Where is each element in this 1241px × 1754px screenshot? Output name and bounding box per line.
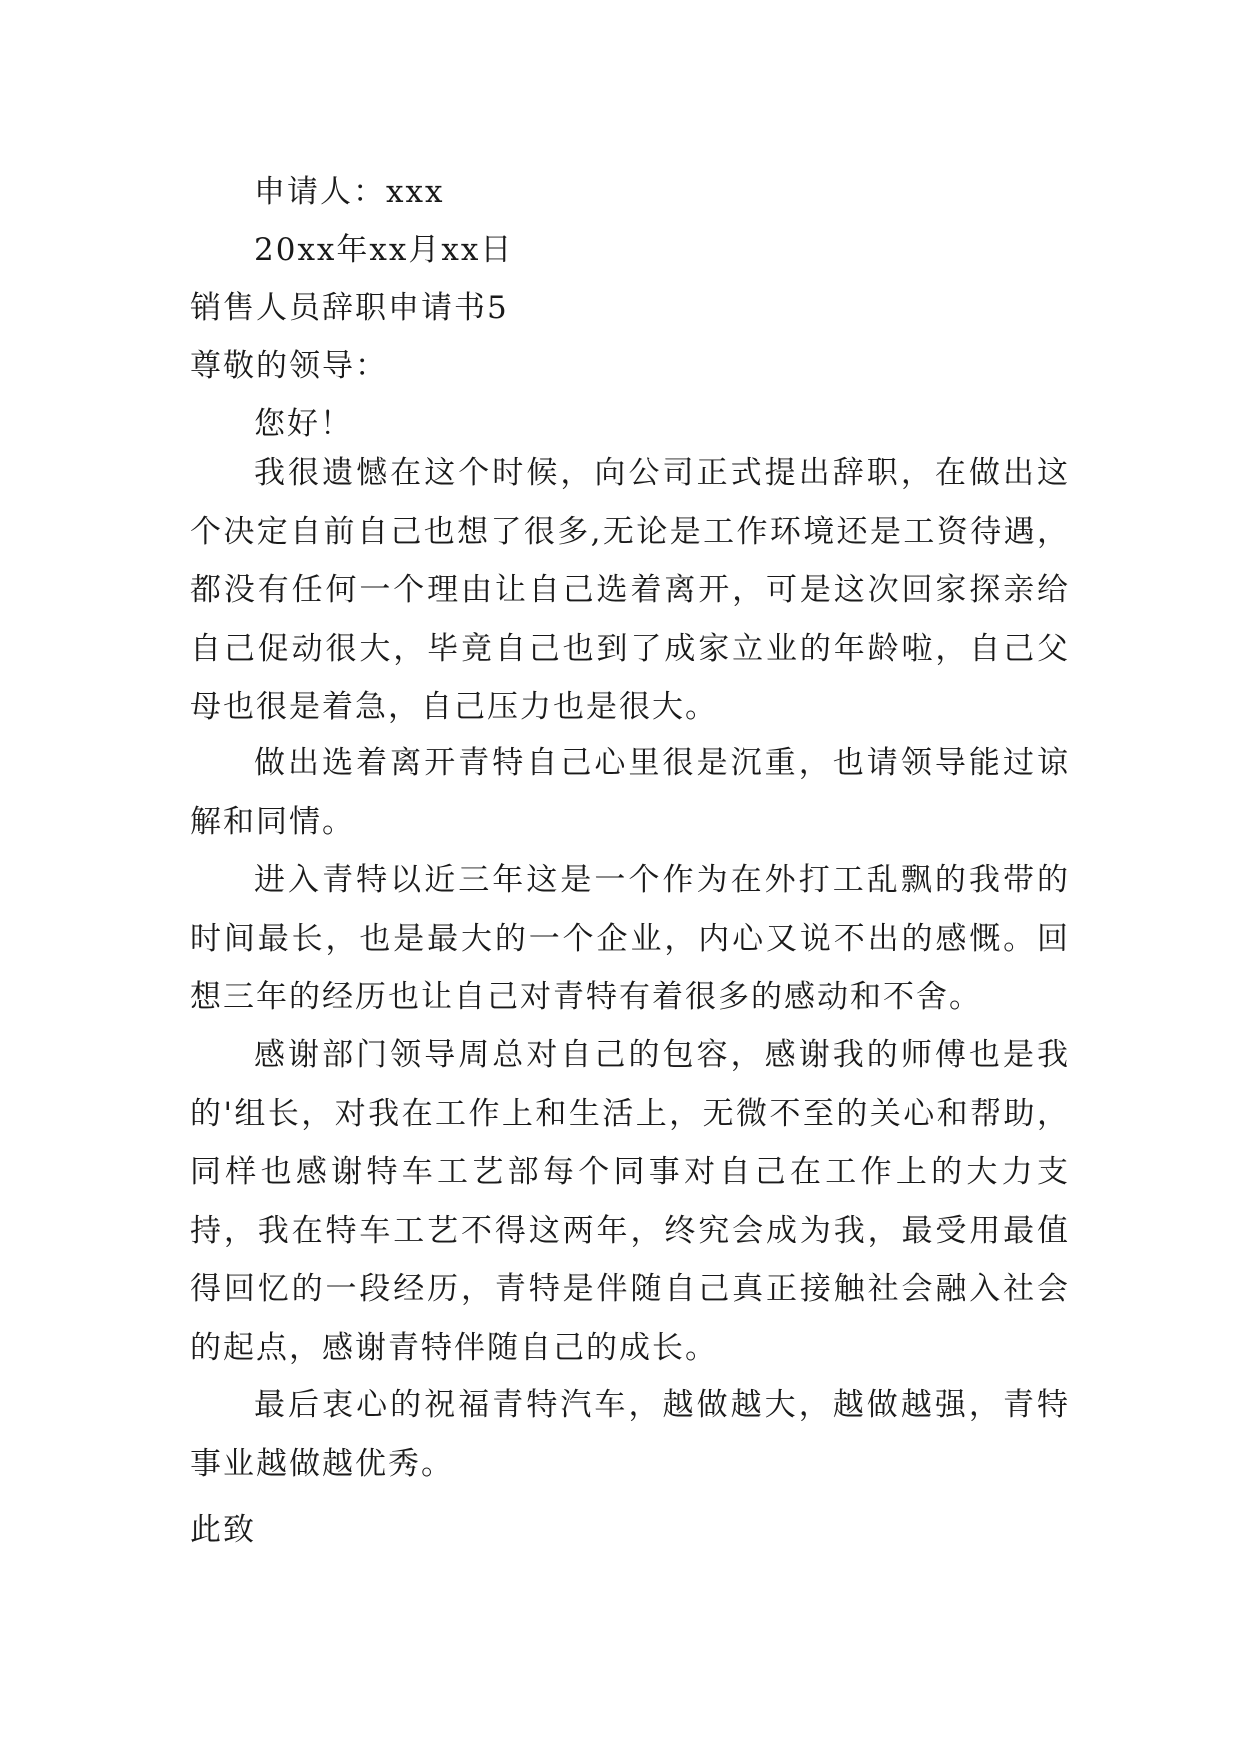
document-title: 销售人员辞职申请书5 [190, 290, 509, 326]
salutation: 尊敬的领导： [190, 348, 388, 384]
closing: 此致 [190, 1512, 256, 1548]
paragraph-1: 我很遗憾在这个时候，向公司正式提出辞职，在做出这个决定自前自己也想了很多,无论是工作环境还是工资待遇，都没有任何一个理由让自己选着离开，可是这次回家探亲给自己促动很大，毕竟自己也到了成家立业的年龄啦，自己父母也很是着急，自己压力也是很大。 [190, 455, 1070, 725]
applicant-signature: 申请人：xxx [254, 174, 445, 210]
paragraph-3: 进入青特以近三年这是一个作为在外打工乱飘的我带的时间最长，也是最大的一个企业，内心又说不出的感慨。回想三年的经历也让自己对青特有着很多的感动和不舍。 [190, 862, 1070, 1015]
paragraph-2: 做出选着离开青特自己心里很是沉重，也请领导能过谅解和同情。 [190, 745, 1070, 840]
paragraph-5: 最后衷心的祝福青特汽车，越做越大，越做越强，青特事业越做越优秀。 [190, 1387, 1070, 1482]
greeting: 您好！ [254, 406, 353, 442]
signature-date: 20xx年xx月xx日 [254, 232, 514, 268]
paragraph-4: 感谢部门领导周总对自己的包容，感谢我的师傅也是我的'组长，对我在工作上和生活上，无微不至的关心和帮助，同样也感谢特车工艺部每个同事对自己在工作上的大力支持，我在特车工艺不得这两年，终究会成为我，最受用最值得回忆的一段经历，青特是伴随自己真正接触社会融入社会的起点，感谢青特伴随自己的成长。 [190, 1037, 1070, 1366]
